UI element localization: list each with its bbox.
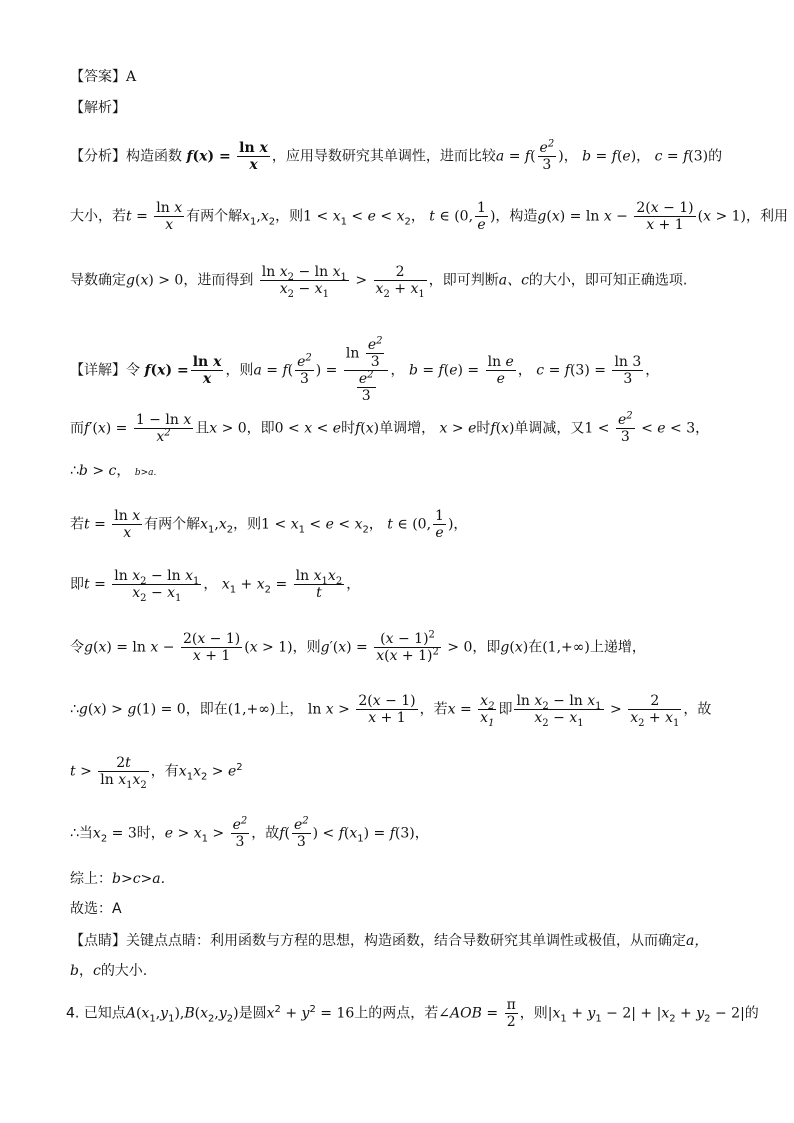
fraction: $\frac{e^2}{3}$ [293, 815, 309, 850]
fraction: $\frac{1}{e}$ [435, 508, 444, 541]
fraction: $\frac{\ln x_2 - \ln x_1}{x_2 - x_1}$ [516, 693, 602, 729]
dianjing-label: 【点睛】 [70, 933, 126, 949]
fraction: $\frac{e^2}{3}$ [539, 138, 555, 173]
fenxi-line-1: 【分析】构造函数 f(x) = $\frac{\text{ln x}}{x}$ ，应用导数研究其单调性，进而比较a = f( $\frac{e^2}{3}$ )， b = f(e)， c = f(3)的 [70, 138, 723, 173]
fraction: $\frac{\text{ln x}}{x}$ [156, 200, 183, 233]
line-so: ∴g(x) > g(1) = 0，即在(1,+∞)上， ln x > $\frac{2(x - 1)}{x + 1}$ ，若x = $\frac{x_2}{x_1}$ 即 $\frac{\ln x_2 - \ln x_1}{x_2 - x_1}$ > $\frac{2}{x_2 + x_1}$ ，故 [70, 693, 712, 729]
fraction: $\frac{e^2}{3}$ [297, 352, 312, 387]
fx-def: f [186, 148, 193, 165]
line-t: t > $\frac{2t}{\ln x_1x_2}$ ，有$x_1x_2 > e^2$ [70, 755, 243, 791]
xiangjie-line-2: 而f′(x) = $\frac{\text{1 − ln x}}{x^2}$ 且x > 0，即0 < x < e时f(x)单调增， x > e时f(x)单调减，又1 < $\frac{e^2}{3}$ < e < 3， [70, 410, 710, 445]
fraction: ln $\frac{e^2}{3}$ $\frac{e^2}{3}$ [344, 337, 389, 404]
fraction: $\frac{x_2}{x_1}$ [480, 693, 495, 729]
line-ji: 即t = $\frac{\ln x_2 - \ln x_1}{x_2 - x_1}$ ， $x_1 + x_2$ = $\frac{\ln x_1x_2}{t}$ ， [70, 568, 361, 604]
answer-label: 【答案】 [70, 69, 126, 85]
fenxi-line-3: 导数确定g(x) > 0，进而得到 $\frac{\ln x_2 - \ln x_1}{x_2 - x_1}$ > $\frac{2}{x_2 + x_1}$ ，即可判断a、c的大小，即可知正确选项. [70, 264, 688, 300]
fraction: $\frac{\text{ln x}}{x}$ [114, 508, 141, 541]
fraction: $\frac{\text{1 − ln x}}{x^2}$ [135, 412, 192, 445]
fraction: $\frac{2(x - 1)}{x + 1}$ [358, 693, 416, 726]
dianjing-line-2: b，c的大小. [70, 963, 148, 979]
fraction: $\frac{2}{x_2 + x_1}$ [630, 693, 680, 729]
line-dang: ∴当$x_2 = 3$时，$e > x_1$ > $\frac{e^2}{3}$ ，故f( $\frac{e^2}{3}$ ) < $f(x_1) = f(3)$， [70, 815, 429, 850]
xiangjie-line-3: ∴b > c， b>a. [70, 463, 157, 479]
line-ruo: 若t = $\frac{\text{ln x}}{x}$ 有两个解$x_1,x_2$，则$1 < x_1 < e < x_2$， t ∈ (0, $\frac{1}{e}$ )， [70, 508, 468, 541]
fraction: $\frac{2t}{\ln x_1x_2}$ [100, 755, 147, 791]
line-zongshang: 综上：b>c>a. [70, 871, 166, 887]
fraction: $\frac{e^2}{3}$ [617, 410, 633, 445]
fraction: $\frac{\text{ln e}}{e}$ [487, 354, 514, 387]
fenxi-label: 【分析】 [70, 148, 126, 165]
answer-line [70, 66, 136, 88]
fraction: $\frac{\pi}{2}$ [506, 997, 516, 1030]
fraction: $\frac{\ln x_2 - \ln x_1}{x_2 - x_1}$ [261, 264, 347, 300]
fraction: $\frac{(x - 1)^2}{x(x + 1)^2}$ [376, 629, 439, 664]
fraction: $\frac{\text{ln x}}{x}$ [192, 354, 222, 387]
fraction: $\frac{\text{ln x}}{x}$ [239, 140, 268, 173]
xiangjie-line-1: 【详解】令 f(x) = $\frac{\text{ln x}}{x}$ ，则a = f( $\frac{e^2}{3}$ ) = ln $\frac{e^2}{3}$ $\frac{e^2}{3}$ ， b = f(e) = $\frac{\text{ln e}}{e}$ ， c = f(3) = $\frac{\ln 3}{3}$ ， [70, 335, 660, 404]
line-ling: 令g(x) = ln x − $\frac{2(x - 1)}{x + 1}$ (x > 1)，则g′(x) = $\frac{(x - 1)^2}{x(x + 1)^2}$ > 0，即g(x)在(1,+∞)上递增， [70, 629, 646, 664]
question-4: 4. 已知点$A(x_1,y_1),B(x_2,y_2)$是圆$x^2 + y^2 = 16$上的两点，若∠AOB = $\frac{\pi}{2}$ ，则$|x_1 + y_1 - 2| + |x_2 + y_2 - 2|$的 [66, 997, 759, 1030]
fraction: $\frac{\ln x_1x_2}{t}$ [295, 568, 343, 601]
fraction: $\frac{2(x - 1)}{x + 1}$ [636, 200, 694, 233]
answer-value: A [126, 69, 137, 85]
fraction: $\frac{1}{e}$ [477, 200, 486, 233]
fenxi-line-2: 大小，若t = $\frac{\text{ln x}}{x}$ 有两个解$x_1,x_2$，则$1 < x_1 < e < x_2$， t ∈ (0, $\frac{1}{e}$ )，构造g(x) = ln x − $\frac{2(x - 1)}{x + 1}$ (x > 1)，利用 [70, 200, 789, 233]
line-guxuan: 故选：A [70, 901, 122, 917]
xiangjie-label: 【详解】 [70, 362, 126, 379]
fraction: $\frac{e^2}{3}$ [232, 815, 248, 850]
dianjing-line-1: 【点睛】关键点点睛：利用函数与方程的思想，构造函数，结合导数研究其单调性或极值，从而确定a， [70, 933, 709, 949]
analysis-label: 【解析】 [70, 100, 126, 116]
fraction: $\frac{\ln 3}{3}$ [614, 354, 642, 387]
fraction: $\frac{\ln x_2 - \ln x_1}{x_2 - x_1}$ [114, 568, 200, 604]
fraction: $\frac{2(x - 1)}{x + 1}$ [182, 631, 241, 664]
fraction: $\frac{2}{x_2 + x_1}$ [375, 264, 425, 300]
